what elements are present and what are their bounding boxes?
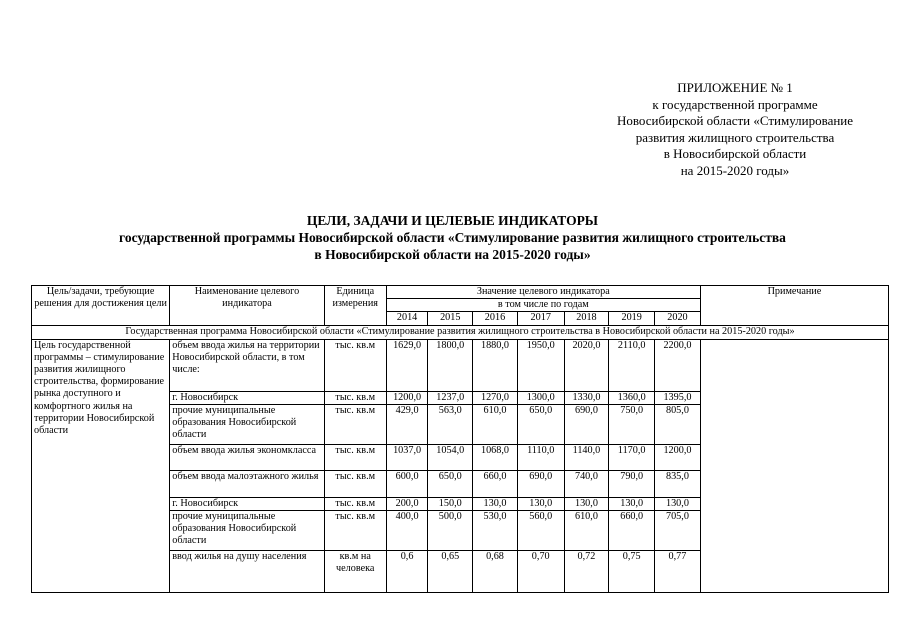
value-cell: 1068,0 xyxy=(473,444,518,470)
value-cell: 600,0 xyxy=(386,470,428,497)
value-cell: 0,75 xyxy=(609,551,655,593)
appendix-line: ПРИЛОЖЕНИЕ № 1 xyxy=(677,80,793,95)
value-cell: 200,0 xyxy=(386,497,428,510)
value-cell: 429,0 xyxy=(386,404,428,444)
value-cell: 150,0 xyxy=(428,497,473,510)
header-unit: Единица измерения xyxy=(324,286,386,326)
value-cell: 0,65 xyxy=(428,551,473,593)
value-cell: 835,0 xyxy=(655,470,701,497)
title-line-2: государственной программы Новосибирской области «Стимулирование развития жилищного строительства xyxy=(119,230,786,245)
indicators-table xyxy=(31,285,889,593)
appendix-line: Новосибирской области «Стимулирование xyxy=(616,113,854,128)
value-cell: 1629,0 xyxy=(386,339,428,391)
value-cell: 2110,0 xyxy=(609,339,655,391)
unit-cell: тыс. кв.м xyxy=(324,391,386,404)
unit-cell: тыс. кв.м xyxy=(324,444,386,470)
value-cell: 1110,0 xyxy=(517,444,564,470)
table-row xyxy=(32,339,889,391)
value-cell: 1880,0 xyxy=(473,339,518,391)
value-cell: 1330,0 xyxy=(564,391,609,404)
unit-cell: тыс. кв.м xyxy=(324,339,386,391)
value-cell: 500,0 xyxy=(428,511,473,551)
value-cell: 1140,0 xyxy=(564,444,609,470)
value-cell: 0,70 xyxy=(517,551,564,593)
header-year: 2015 xyxy=(428,312,473,325)
header-note: Примечание xyxy=(700,286,888,326)
value-cell: 740,0 xyxy=(564,470,609,497)
value-cell: 0,72 xyxy=(564,551,609,593)
indicator-cell: прочие муниципальные образования Новосибирской области xyxy=(170,404,325,444)
value-cell: 1200,0 xyxy=(655,444,701,470)
value-cell: 530,0 xyxy=(473,511,518,551)
value-cell: 1037,0 xyxy=(386,444,428,470)
header-year: 2020 xyxy=(655,312,701,325)
appendix-block xyxy=(590,80,880,179)
value-cell: 650,0 xyxy=(517,404,564,444)
value-cell: 2200,0 xyxy=(655,339,701,391)
appendix-line: развития жилищного строительства xyxy=(635,129,835,145)
value-cell: 690,0 xyxy=(517,470,564,497)
goal-cell: Цель государственной программы – стимулирование развития жилищного строительства, формирование рынка доступного и комфортного жилья на территории Новосибирской области xyxy=(32,339,170,592)
header-indicator: Наименование целевого индикатора xyxy=(170,286,325,326)
indicator-cell: г. Новосибирск xyxy=(170,497,325,510)
header-by-years: в том числе по годам xyxy=(386,299,700,312)
header-year: 2019 xyxy=(609,312,655,325)
title-line-1: ЦЕЛИ, ЗАДАЧИ И ЦЕЛЕВЫЕ ИНДИКАТОРЫ xyxy=(306,213,599,228)
program-row: Государственная программа Новосибирской области «Стимулирование развития жилищного строительства в Новосибирской области на 2015-2020 годы» xyxy=(32,325,889,339)
header-year: 2014 xyxy=(386,312,428,325)
value-cell: 0,68 xyxy=(473,551,518,593)
value-cell: 610,0 xyxy=(473,404,518,444)
value-cell: 1054,0 xyxy=(428,444,473,470)
value-cell: 563,0 xyxy=(428,404,473,444)
value-cell: 790,0 xyxy=(609,470,655,497)
appendix-line: на 2015-2020 годы» xyxy=(680,162,790,178)
value-cell: 2020,0 xyxy=(564,339,609,391)
value-cell: 400,0 xyxy=(386,511,428,551)
value-cell: 0,6 xyxy=(386,551,428,593)
indicator-cell: объем ввода малоэтажного жилья xyxy=(170,470,325,497)
indicator-cell: объем ввода жилья экономкласса xyxy=(170,444,325,470)
value-cell: 1360,0 xyxy=(609,391,655,404)
value-cell: 1950,0 xyxy=(517,339,564,391)
value-cell: 130,0 xyxy=(473,497,518,510)
value-cell: 1300,0 xyxy=(517,391,564,404)
value-cell: 1170,0 xyxy=(609,444,655,470)
unit-cell: тыс. кв.м xyxy=(324,497,386,510)
document-title xyxy=(40,212,865,263)
header-value: Значение целевого индикатора xyxy=(386,286,700,299)
value-cell: 750,0 xyxy=(609,404,655,444)
value-cell: 1270,0 xyxy=(473,391,518,404)
value-cell: 130,0 xyxy=(655,497,701,510)
value-cell: 1395,0 xyxy=(655,391,701,404)
indicator-cell: г. Новосибирск xyxy=(170,391,325,404)
value-cell: 130,0 xyxy=(564,497,609,510)
indicator-cell: ввод жилья на душу населения xyxy=(170,551,325,593)
value-cell: 1200,0 xyxy=(386,391,428,404)
header-goal: Цель/задачи, требующие решения для достижения цели xyxy=(32,286,170,326)
appendix-line: в Новосибирской области xyxy=(663,146,807,161)
value-cell: 660,0 xyxy=(473,470,518,497)
indicator-cell: прочие муниципальные образования Новосибирской области xyxy=(170,511,325,551)
value-cell: 560,0 xyxy=(517,511,564,551)
value-cell: 1237,0 xyxy=(428,391,473,404)
unit-cell: тыс. кв.м xyxy=(324,470,386,497)
header-year: 2017 xyxy=(517,312,564,325)
value-cell: 0,77 xyxy=(655,551,701,593)
value-cell: 650,0 xyxy=(428,470,473,497)
appendix-line: к государственной программе xyxy=(652,96,818,112)
note-cell xyxy=(700,339,888,592)
unit-cell: тыс. кв.м xyxy=(324,404,386,444)
header-year: 2018 xyxy=(564,312,609,325)
unit-cell: кв.м на человека xyxy=(324,551,386,593)
value-cell: 690,0 xyxy=(564,404,609,444)
value-cell: 705,0 xyxy=(655,511,701,551)
value-cell: 660,0 xyxy=(609,511,655,551)
title-line-3: в Новосибирской области на 2015-2020 годы» xyxy=(314,247,591,262)
value-cell: 610,0 xyxy=(564,511,609,551)
value-cell: 805,0 xyxy=(655,404,701,444)
value-cell: 130,0 xyxy=(517,497,564,510)
value-cell: 130,0 xyxy=(609,497,655,510)
value-cell: 1800,0 xyxy=(428,339,473,391)
indicator-cell: объем ввода жилья на территории Новосибирской области, в том числе: xyxy=(170,339,325,391)
unit-cell: тыс. кв.м xyxy=(324,511,386,551)
header-year: 2016 xyxy=(473,312,518,325)
